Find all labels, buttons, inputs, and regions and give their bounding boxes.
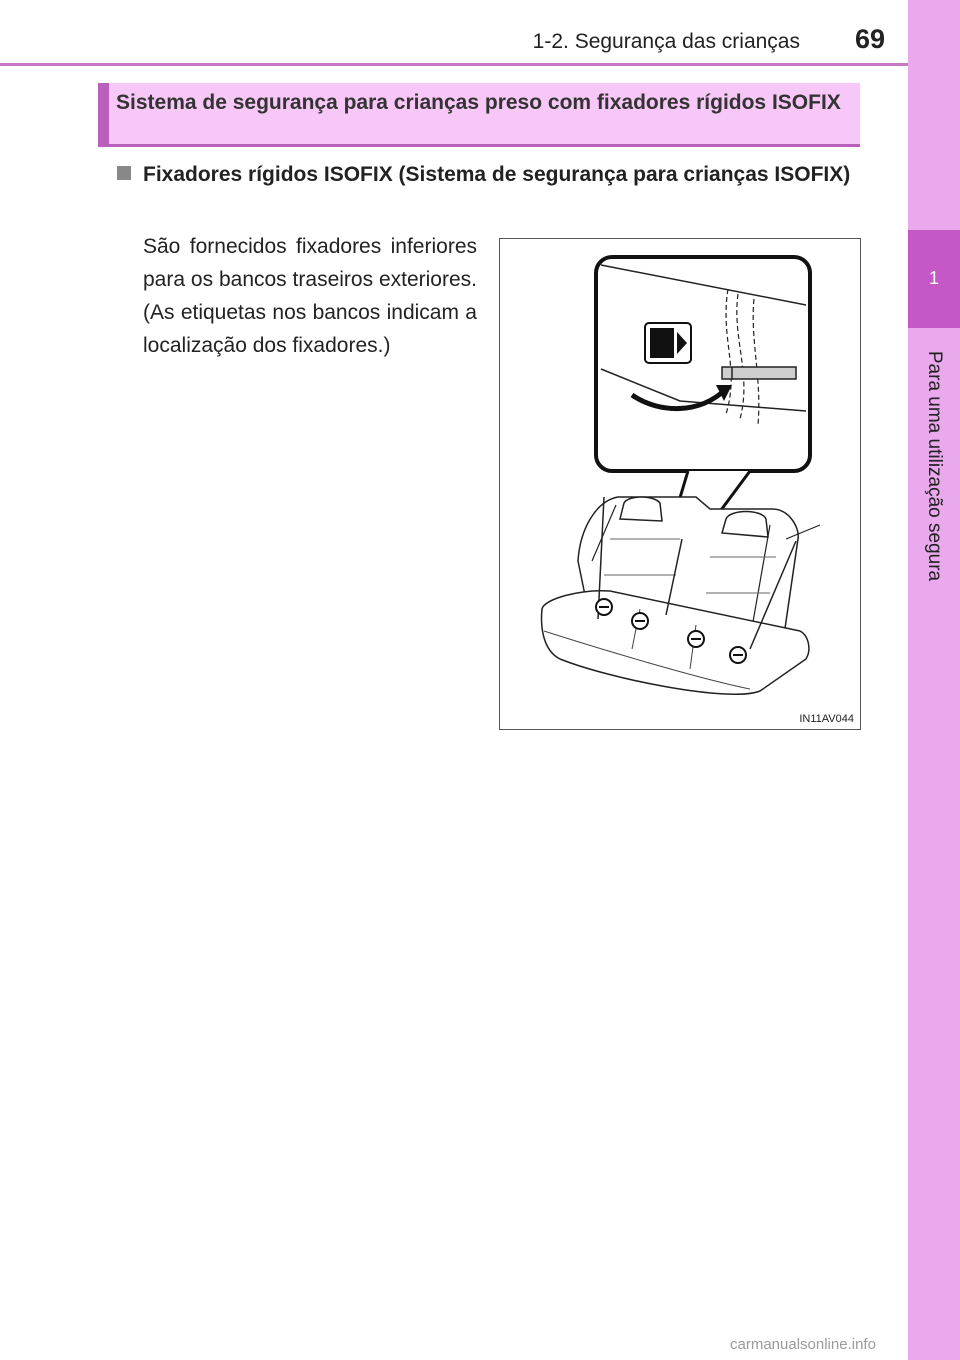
chapter-side-tab <box>908 0 960 1360</box>
rear-seat-drawing <box>500 239 860 729</box>
header-divider <box>0 63 908 66</box>
header-section-title: 1-2. Segurança das crianças <box>532 30 800 53</box>
bullet-square-icon <box>117 166 131 180</box>
section-underline <box>98 144 860 147</box>
body-paragraph: São fornecidos fixadores inferiores para os bancos traseiros exteriores. (As etiquetas nos bancos indicam a localização dos fixadores.) <box>143 235 477 357</box>
section-title: Sistema de segurança para crianças preso com fixadores rígidos ISOFIX <box>116 91 841 114</box>
isofix-illustration <box>499 238 861 730</box>
chapter-title: Para uma utilização segura <box>924 350 945 582</box>
watermark: carmanualsonline.info <box>730 1336 876 1353</box>
section-heading-box <box>98 83 860 147</box>
chapter-number: 1 <box>928 268 939 288</box>
section-accent-bar <box>98 83 109 147</box>
subsection-heading: Fixadores rígidos ISOFIX (Sistema de segurança para crianças ISOFIX) <box>143 163 851 186</box>
page-number: 69 <box>854 24 886 54</box>
figure-code: IN11AV044 <box>799 713 854 725</box>
